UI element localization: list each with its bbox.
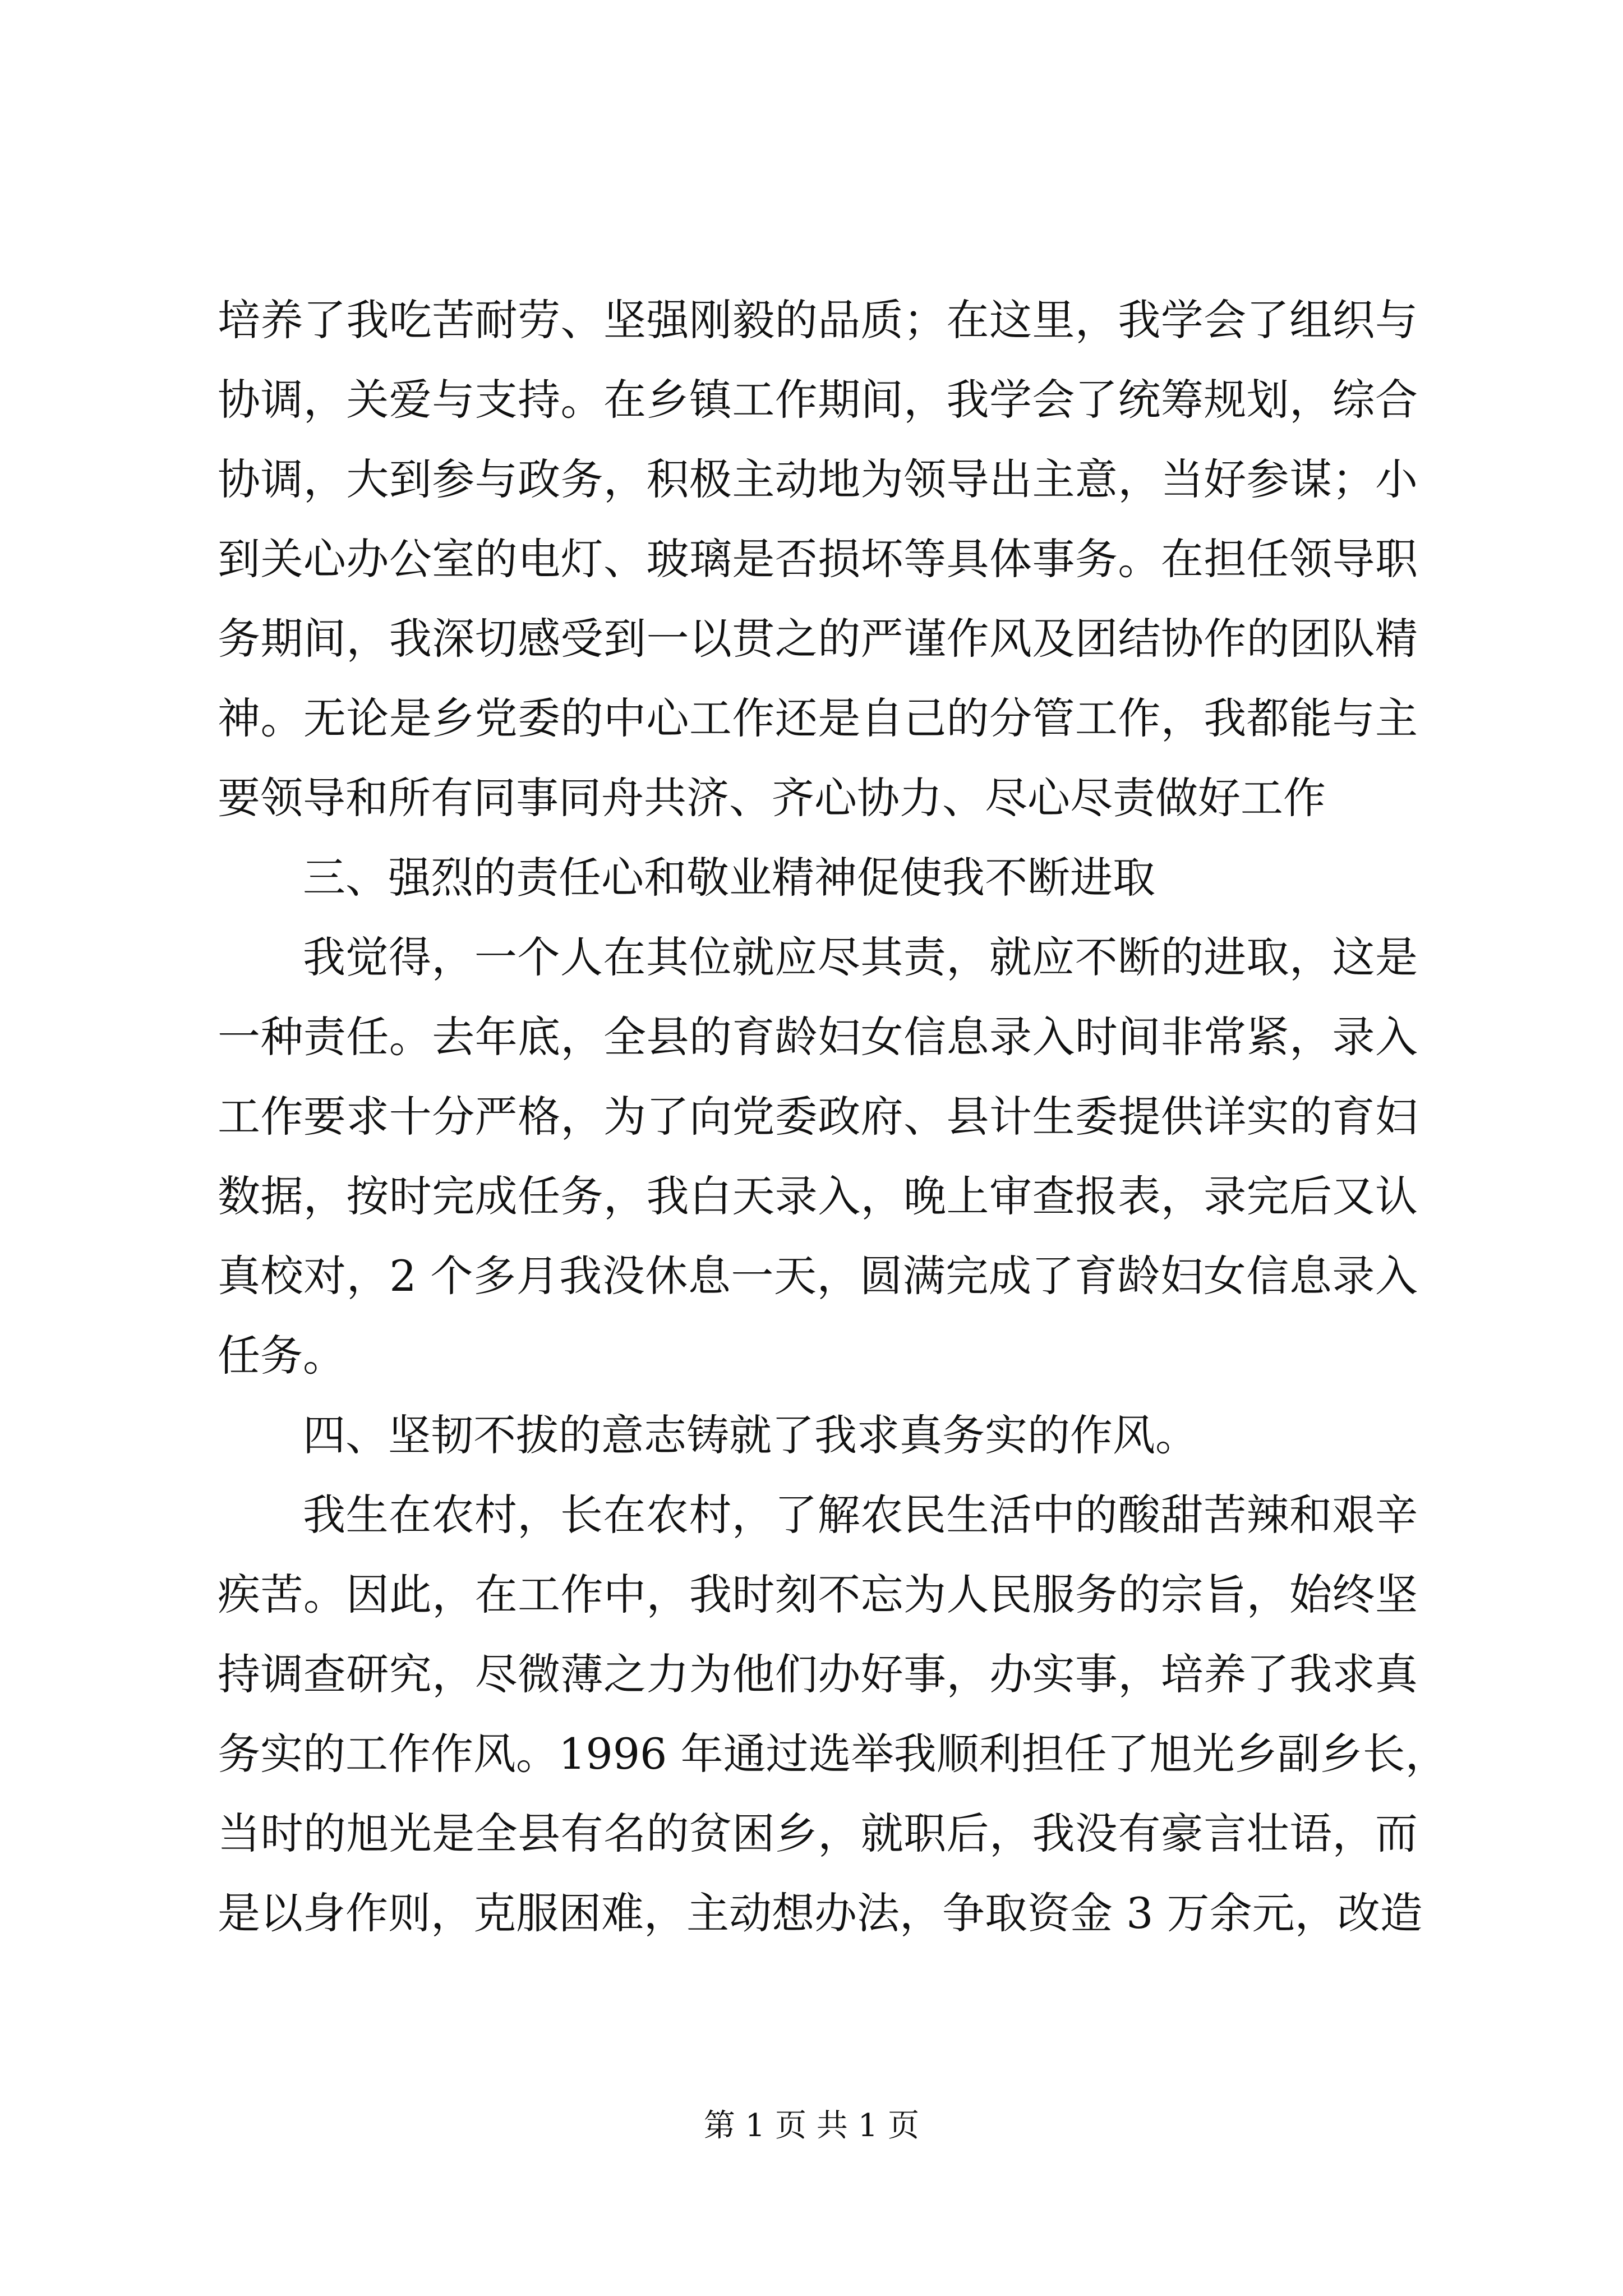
- text-line: 务期间，我深切感受到一以贯之的严谨作风及团结协作的团队精: [218, 614, 1418, 664]
- text-line: 神。无论是乡党委的中心工作还是自己的分管工作，我都能与主: [218, 693, 1418, 743]
- page-footer: 第 1 页 共 1 页: [703, 2108, 920, 2144]
- text-line: 培养了我吃苦耐劳、坚强刚毅的品质；在这里，我学会了组织与: [218, 295, 1418, 345]
- text-line: 务实的工作作风。1996 年通过选举我顺利担任了旭光乡副乡长，: [218, 1729, 1448, 1779]
- text-line: 一种责任。去年底，全县的育龄妇女信息录入时间非常紧，录入: [218, 1012, 1418, 1062]
- text-line: 数据，按时完成任务，我白天录入，晚上审查报表，录完后又认: [218, 1171, 1418, 1221]
- text-line: 协调，大到参与政务，积极主动地为领导出主意，当好参谋；小: [218, 454, 1418, 504]
- text-line: 到关心办公室的电灯、玻璃是否损坏等具体事务。在担任领导职: [218, 534, 1418, 584]
- text-line: 当时的旭光是全县有名的贫困乡，就职后，我没有豪言壮语，而: [218, 1809, 1418, 1858]
- text-line: 协调，关爱与支持。在乡镇工作期间，我学会了统筹规划，综合: [218, 375, 1418, 425]
- text-line: 工作要求十分严格，为了向党委政府、县计生委提供详实的育妇: [218, 1092, 1418, 1142]
- text-line: 真校对，2 个多月我没休息一天，圆满完成了育龄妇女信息录入: [218, 1251, 1418, 1301]
- text-line: 要领导和所有同事同舟共济、齐心协力、尽心尽责做好工作: [218, 773, 1326, 823]
- text-line: 是以身作则，克服困难，主动想办法，争取资金 3 万余元，改造: [218, 1888, 1423, 1938]
- document-body: [218, 280, 1448, 1953]
- section-heading: 三、强烈的责任心和敬业精神促使我不断进取: [303, 853, 1155, 903]
- text-line: 我觉得，一个人在其位就应尽其责，就应不断的进取，这是: [303, 932, 1418, 982]
- text-line: 我生在农村，长在农村，了解农民生活中的酸甜苦辣和艰辛: [303, 1490, 1418, 1540]
- section-heading: 四、坚韧不拔的意志铸就了我求真务实的作风。: [303, 1410, 1198, 1460]
- text-line: 持调查研究，尽微薄之力为他们办好事，办实事，培养了我求真: [218, 1649, 1418, 1699]
- text-line: 疾苦。因此，在工作中，我时刻不忘为人民服务的宗旨，始终坚: [218, 1570, 1418, 1619]
- text-line: 任务。: [218, 1331, 345, 1381]
